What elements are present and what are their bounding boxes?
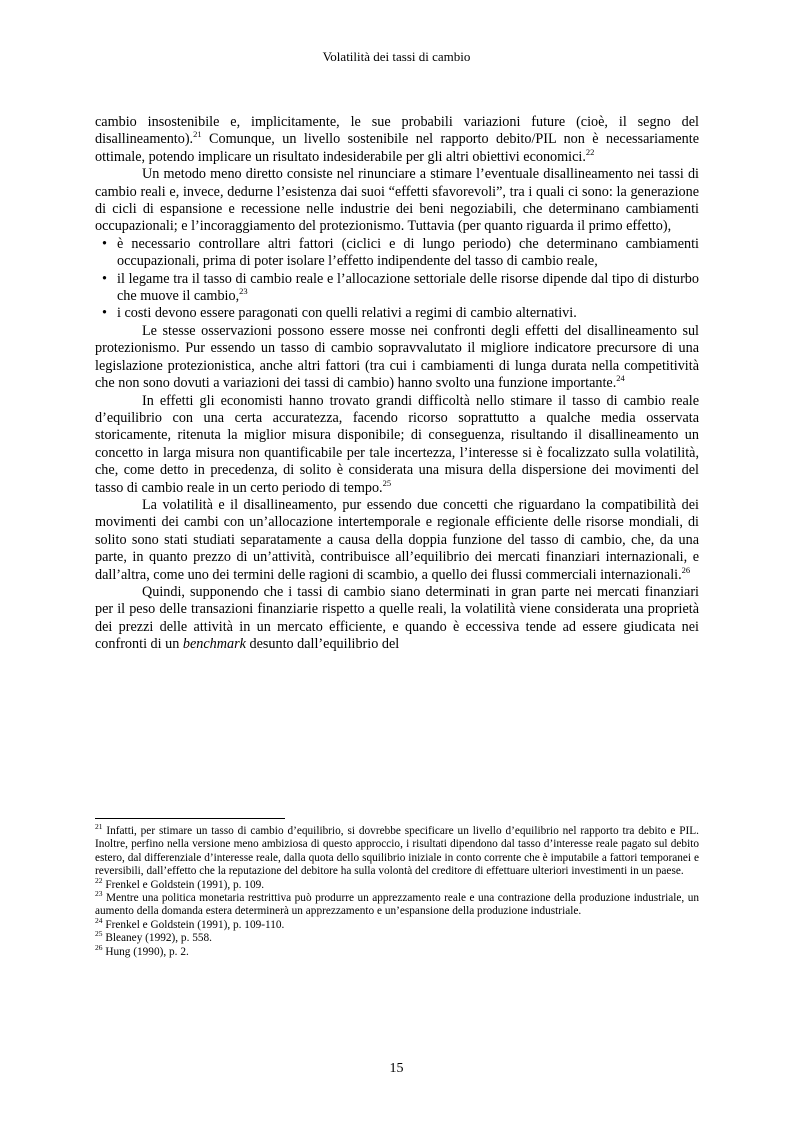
footnote-number: 26	[95, 942, 103, 952]
list-item	[95, 236, 699, 271]
running-head: Volatilità dei tassi di cambio	[322, 49, 471, 64]
main-text	[95, 114, 699, 654]
footnote-number: 21	[95, 822, 103, 831]
footnote	[95, 822, 699, 879]
paragraph-text: cambio insostenibile e, implicitamente, le sue probabili variazioni future (cioè, il segno del disallineamento).	[95, 114, 699, 148]
footnote-text: Bleaney (1992), p. 558.	[102, 932, 212, 945]
footnote	[95, 889, 699, 919]
footnote-separator	[95, 818, 285, 819]
paragraph	[95, 497, 699, 584]
footnotes	[95, 822, 699, 959]
italic-term: benchmark	[182, 636, 246, 653]
paragraph-text: Quindi, supponendo che i tassi di cambio siano determinati in gran parte nei mercati finanziari per il peso delle transazioni finanziarie rispetto a quelle reali, la volatilità viene considerata una proprietà dei prezzi delle attività in un mercato efficiente, e quando è eccessiva tende ad essere giudicata nei confronti di un	[95, 583, 699, 653]
paragraph	[95, 114, 699, 166]
footnote-ref: 23	[239, 286, 248, 297]
footnote-number: 24	[95, 915, 103, 925]
list-item	[95, 271, 699, 306]
bullet-list	[95, 236, 699, 323]
footnote	[95, 875, 699, 892]
paragraph	[95, 584, 699, 654]
list-item-text: il legame tra il tasso di cambio reale e l’allocazione settoriale delle risorse dipende dal tipo di disturbo che muove il cambio,	[117, 270, 699, 305]
footnote-ref: 26	[681, 564, 691, 575]
paragraph	[95, 323, 699, 393]
page-number: 15	[389, 1061, 404, 1076]
footnote-number: 22	[95, 875, 103, 885]
footnote-number: 23	[95, 889, 103, 899]
footnote	[95, 929, 699, 945]
footnote-text: Frenkel e Goldstein (1991), p. 109.	[102, 878, 265, 891]
footnote-ref: 24	[616, 373, 625, 384]
footnote	[95, 915, 699, 932]
footnote	[95, 942, 699, 959]
paragraph: Un metodo meno diretto consiste nel rinunciare a stimare l’eventuale disallineamento nei tassi di cambio reali e, invece, dedurne l’esistenza dai suoi “effetti sfavorevoli”, tra i quali ci sono: la generazione di cicli di espansione e recessione nelle industrie dei beni negoziabili, che determinano cambiamenti occupazionali; e l’incoraggiamento del protezionismo. Tuttavia (per quanto riguarda il primo effetto),	[95, 166, 699, 235]
paragraph-text: La volatilità e il disallineamento, pur essendo due concetti che riguardano la compatibilità dei movimenti dei cambi con un’allocazione intertemporale e regionale efficiente delle risorse mondiali, di solito sono stati studiati separatamente a causa della doppia funzione del tasso di cambio, che, da una parte, in quanto prezzo di un’attività, contribuisce all’equilibrio dei mercati finanziari internazionali, e dall’altra, come uno dei termini delle ragioni di scambio, a quello dei flussi commerciali internazionali.	[95, 496, 699, 583]
footnote-text: Frenkel e Goldstein (1991), p. 109-110.	[102, 918, 285, 931]
paragraph	[95, 393, 699, 497]
paragraph-text: desunto dall’equilibrio del	[245, 636, 400, 653]
footnote-ref: 25	[382, 477, 392, 488]
footnote-text: Mentre una politica monetaria restrittiva può produrre un apprezzamento reale e una contrazione della produzione industriale, un aumento della domanda estera determinerà un apprezzamento e un’espansione della produzione industriale.	[95, 892, 699, 918]
footnote-ref: 22	[585, 146, 595, 157]
paragraph-text: Comunque, un livello sostenibile nel rapporto debito/PIL non è necessariamente ottimale, potendo implicare un risultato indesiderabile per gli altri obiettivi economici.	[95, 131, 699, 165]
list-item	[95, 305, 699, 322]
footnote-text: Infatti, per stimare un tasso di cambio d’equilibrio, si dovrebbe specificare un livello d’equilibrio nel rapporto tra debito e PIL. Inoltre, perfino nella versione meno ambiziosa di questo approccio, i risultati dipendono dal tasso d’interesse reale pagato sul debito estero, dal differenziale d’interesse reale, dalla quota dello squilibrio iniziale in conto corrente che è imputabile a fattori temporanei e reversibili, dall’effetto che la reputazione del debitore ha sulla volontà del creditore di effettuare ulteriori investimenti in un paese.	[95, 825, 699, 878]
paragraph-text: In effetti gli economisti hanno trovato grandi difficoltà nello stimare il tasso di cambio reale d’equilibrio con una certa accuratezza, facendo ricorso soprattutto a qualche media osservata storicamente, ritenuta la miglior misura disponibile; di conseguenza, risultando il disallineamento un concetto in larga misura non quantificabile per tale incertezza, l’interesse si è focalizzato sulla volatilità, che, come detto in precedenza, di solito è considerata una misura della dispersione dei movimenti del tasso di cambio reale in un certo periodo di tempo.	[95, 392, 699, 496]
footnote-ref: 21	[193, 129, 202, 140]
list-item-text: i costi devono essere paragonati con quelli relativi a regimi di cambio alternativi.	[117, 305, 577, 322]
footnote-text: Hung (1990), p. 2.	[102, 945, 189, 958]
list-item-text: è necessario controllare altri fattori (ciclici e di lungo periodo) che determinano cambiamenti occupazionali, prima di poter isolare l’effetto indipendente del tasso di cambio reale,	[117, 235, 699, 270]
footnote-number: 25	[95, 929, 103, 939]
paragraph-text: Le stesse osservazioni possono essere mosse nei confronti degli effetti del disallineamento sul protezionismo. Pur essendo un tasso di cambio sopravvalutato il migliore indicatore precursore di una legislazione protezionistica, anche altri fattori (tra cui i cambiamenti di lunga durata nella competitività che non sono dovuti a variazioni dei tassi di cambio) hanno svolto una funzione importante.	[95, 322, 699, 392]
